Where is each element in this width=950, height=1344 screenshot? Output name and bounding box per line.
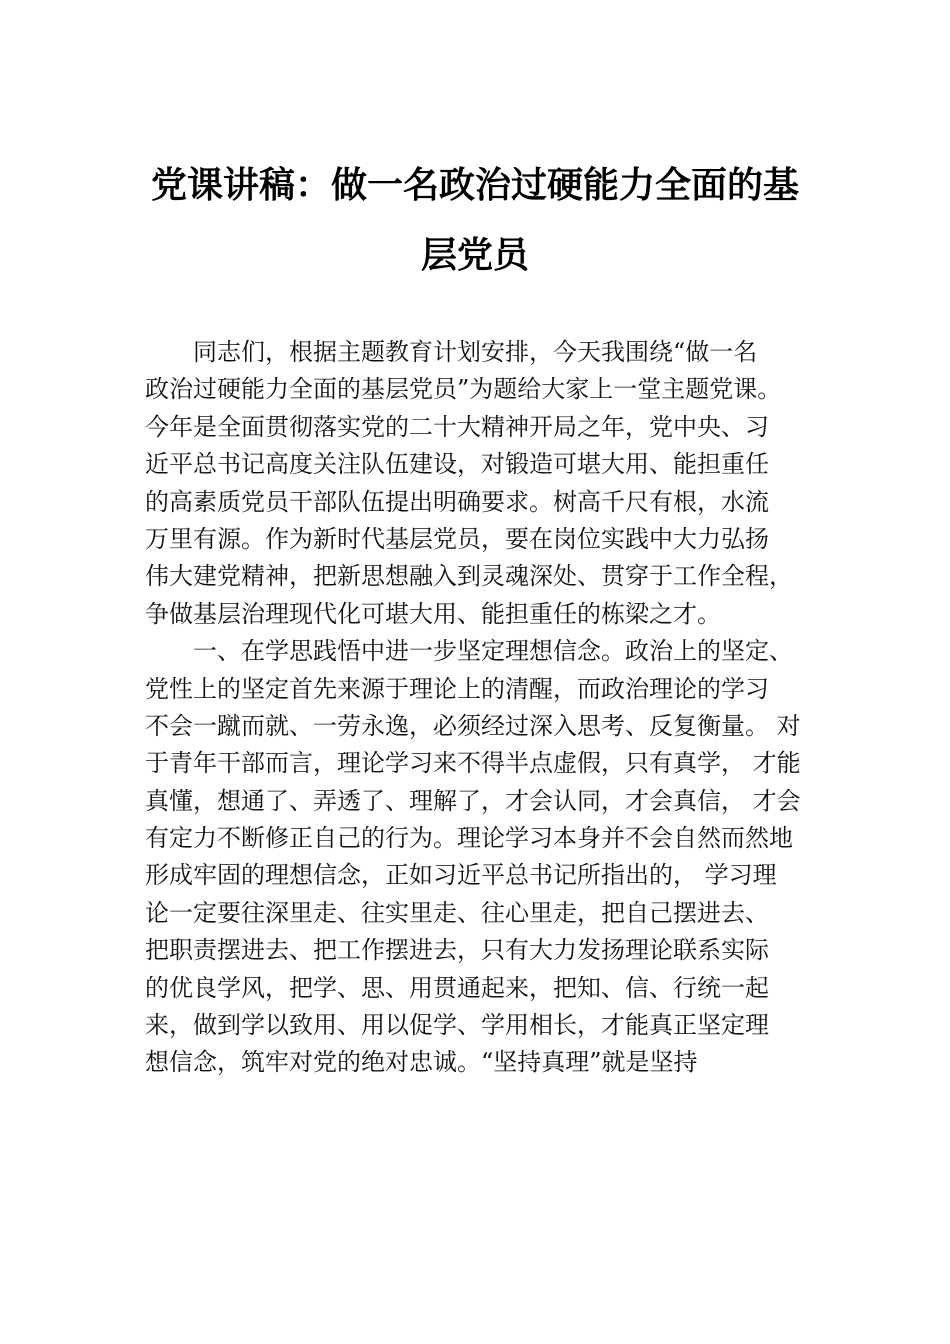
body-line: 今年是全面贯彻落实党的二十大精神开局之年，党中央、习 [145,412,769,441]
body-line: 于青年干部而言，理论学习来不得半点虚假，只有真学， 才能 [145,749,801,778]
body-line: 有定力不断修正自己的行为。理论学习本身并不会自然而然地 [145,824,793,853]
body-line: 党性上的坚定首先来源于理论上的清醒，而政治理论的学习 [145,674,769,703]
document-body [145,334,825,1082]
body-line: 伟大建党精神，把新思想融入到灵魂深处、贯穿于工作全程， [145,562,793,591]
body-line: 真懂，想通了、弄透了、理解了，才会认同，才会真信， 才会 [145,786,801,815]
body-line: 来，做到学以致用、用以促学、学用相长，才能真正坚定理 [145,1011,769,1040]
body-line: 想信念，筑牢对党的绝对忠诚。“坚持真理”就是坚持 [145,1048,698,1077]
title-line: 层党员 [420,234,529,276]
body-line: 政治过硬能力全面的基层党员”为题给大家上一堂主题党课。 [145,375,782,404]
body-line: 一、在学思践悟中进一步坚定理想信念。政治上的坚定、 [145,637,793,666]
body-line: 的高素质党员干部队伍提出明确要求。树高千尺有根，水流 [145,487,769,516]
body-line: 近平总书记高度关注队伍建设，对锻造可堪大用、能担重任 [145,450,769,479]
title-line: 党课讲稿：做一名政治过硬能力全面的基 [150,164,799,206]
body-line: 论一定要往深里走、往实里走、往心里走，把自己摆进去、 [145,898,769,927]
body-line: 万里有源。作为新时代基层党员，要在岗位实践中大力弘扬 [145,524,769,553]
body-line: 形成牢固的理想信念，正如习近平总书记所指出的， 学习理 [145,861,777,890]
document-title [140,150,810,290]
body-line: 的优良学风，把学、思、用贯通起来，把知、信、行统一起 [145,973,769,1002]
body-line: 同志们，根据主题教育计划安排，今天我围绕“做一名 [145,338,758,366]
body-line: 把职责摆进去、把工作摆进去，只有大力发扬理论联系实际 [145,936,769,965]
body-line: 争做基层治理现代化可堪大用、能担重任的栋梁之才。 [145,599,721,628]
body-line: 不会一蹴而就、一劳永逸，必须经过深入思考、反复衡量。 对 [145,711,801,740]
